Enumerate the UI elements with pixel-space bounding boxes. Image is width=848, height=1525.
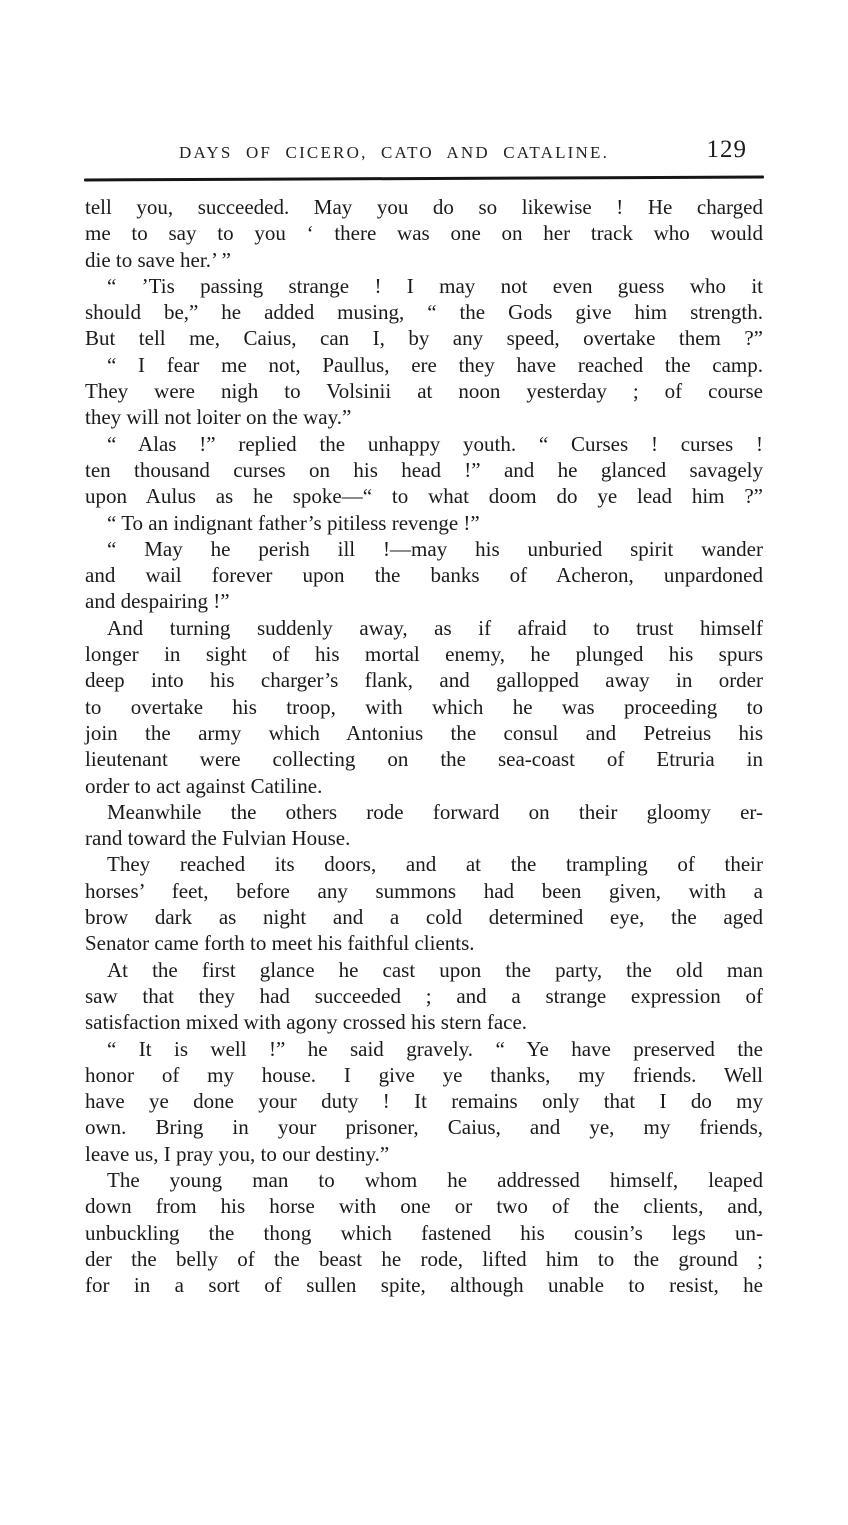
text-line: lieutenant were collecting on the sea-coast of Etruria in xyxy=(85,747,763,772)
page-number: 129 xyxy=(706,136,747,163)
text-line: honor of my house. I give ye thanks, my friends. Well xyxy=(85,1062,763,1087)
paragraph xyxy=(85,510,763,536)
paragraph xyxy=(85,851,763,956)
text-line: Meanwhile the others rode forward on their gloomy er- xyxy=(107,799,763,824)
page-header xyxy=(85,136,763,164)
text-line: der the belly of the beast he rode, lifted him to the ground ; xyxy=(85,1246,763,1271)
paragraph xyxy=(85,799,763,852)
text-line: leave us, I pray you, to our destiny.” xyxy=(85,1141,390,1166)
paragraph xyxy=(85,431,763,510)
text-line: and despairing !” xyxy=(85,589,230,614)
text-line: for in a sort of sullen spite, although unable to resist, he xyxy=(85,1273,763,1298)
text-line: And turning suddenly away, as if afraid to trust himself xyxy=(107,615,763,640)
text-line: rand toward the Fulvian House. xyxy=(85,826,351,851)
paragraph xyxy=(85,615,763,799)
text-line: “ To an indignant father’s pitiless revenge !” xyxy=(107,510,480,535)
text-line: tell you, succeeded. May you do so likewise ! He charged xyxy=(85,195,763,219)
text-line: deep into his charger’s flank, and gallopped away in order xyxy=(85,668,763,693)
paragraph xyxy=(85,1167,763,1298)
text-line: die to save her.’ ” xyxy=(85,247,231,272)
text-block xyxy=(85,194,763,1298)
text-line: longer in sight of his mortal enemy, he plunged his spurs xyxy=(85,642,763,667)
text-line: “ Alas !” replied the unhappy youth. “ Curses ! curses ! xyxy=(107,431,763,456)
text-line: join the army which Antonius the consul and Petreius his xyxy=(85,720,763,745)
text-line: They were nigh to Volsinii at noon yesterday ; of course xyxy=(85,379,763,404)
text-line: “ May he perish ill !—may his unburied spirit wander xyxy=(107,536,763,561)
paragraph xyxy=(85,957,763,1036)
text-line: But tell me, Caius, can I, by any speed, overtake them ?” xyxy=(85,326,763,351)
text-line: Senator came forth to meet his faithful clients. xyxy=(85,931,475,956)
text-line: They reached its doors, and at the trampling of their xyxy=(107,852,763,877)
paragraph xyxy=(85,536,763,615)
text-line: they will not loiter on the way.” xyxy=(85,405,352,430)
text-line: The young man to whom he addressed himself, leaped xyxy=(107,1167,763,1192)
text-line: down from his horse with one or two of the clients, and, xyxy=(85,1194,763,1219)
text-line: unbuckling the thong which fastened his cousin’s legs un- xyxy=(85,1220,763,1245)
running-title: DAYS OF CICERO, CATO AND CATALINE. xyxy=(178,143,610,162)
text-line: At the first glance he cast upon the party, the old man xyxy=(107,957,763,982)
text-line: to overtake his troop, with which he was proceeding to xyxy=(85,694,763,719)
text-line: order to act against Catiline. xyxy=(85,773,323,798)
text-line: “ I fear me not, Paullus, ere they have reached the camp. xyxy=(107,352,763,377)
text-line: own. Bring in your prisoner, Caius, and ye, my friends, xyxy=(85,1115,763,1140)
text-line: me to say to you ‘ there was one on her track who would xyxy=(85,221,763,246)
paragraph xyxy=(85,194,763,273)
paragraph xyxy=(85,1036,763,1167)
text-line: ten thousand curses on his head !” and he glanced savagely xyxy=(85,457,763,482)
paragraph xyxy=(85,273,763,352)
text-line: should be,” he added musing, “ the Gods give him strength. xyxy=(85,300,763,325)
text-line: upon Aulus as he spoke—“ to what doom do ye lead him ?” xyxy=(85,484,763,509)
text-line: “ It is well !” he said gravely. “ Ye have preserved the xyxy=(107,1036,763,1061)
text-line: brow dark as night and a cold determined eye, the aged xyxy=(85,905,763,930)
text-line: “ ’Tis passing strange ! I may not even guess who it xyxy=(107,273,763,298)
header-rule xyxy=(84,176,764,182)
text-line: satisfaction mixed with agony crossed his stern face. xyxy=(85,1010,528,1035)
text-line: horses’ feet, before any summons had been given, with a xyxy=(85,878,763,903)
text-line: have ye done your duty ! It remains only that I do my xyxy=(85,1089,763,1114)
text-line: and wail forever upon the banks of Acheron, unpardoned xyxy=(85,563,763,588)
paragraph xyxy=(85,352,763,431)
text-line: saw that they had succeeded ; and a strange expression of xyxy=(85,983,763,1008)
